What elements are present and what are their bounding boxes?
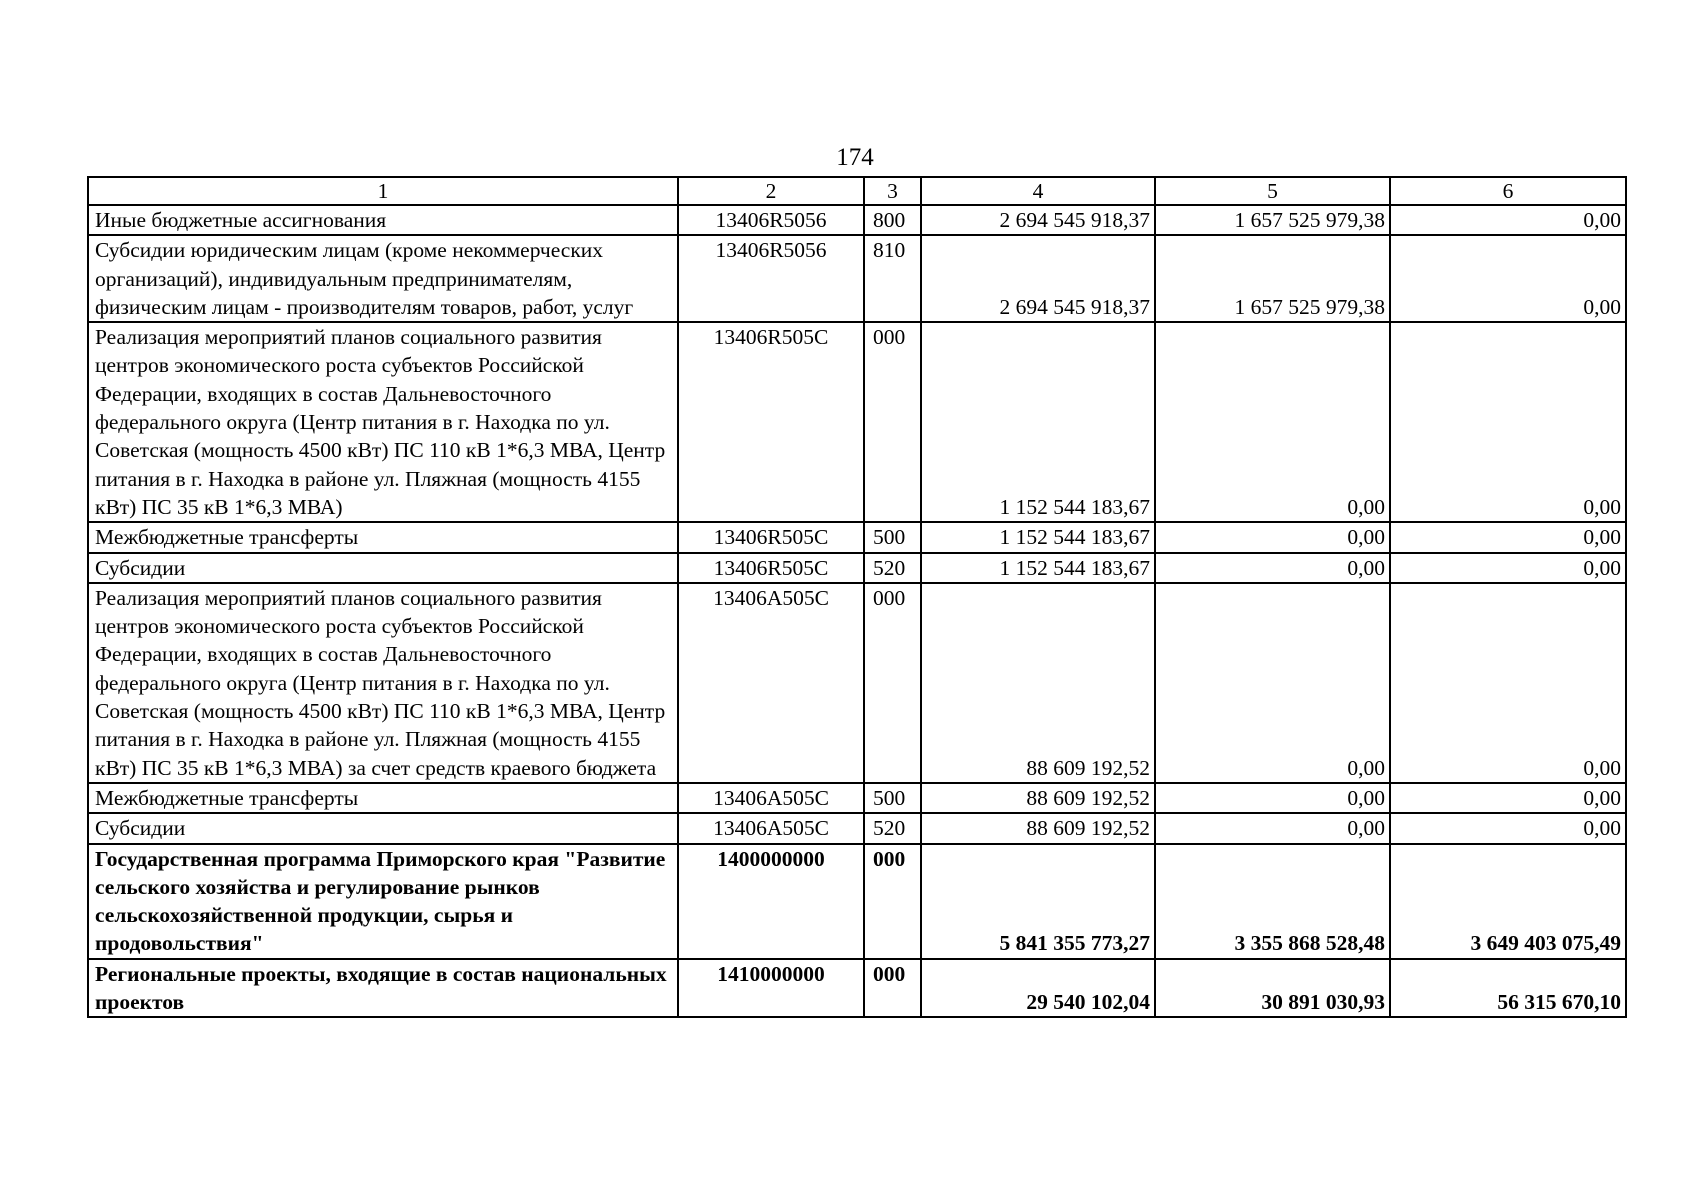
row-target-code: 13406R505C	[678, 322, 864, 522]
row-expense-type: 000	[864, 583, 921, 783]
table-row	[88, 205, 1626, 235]
row-amount-col4: 29 540 102,04	[921, 959, 1155, 1018]
row-amount-col4: 1 152 544 183,67	[921, 553, 1155, 583]
row-amount-col4: 88 609 192,52	[921, 783, 1155, 813]
row-amount-col6: 0,00	[1390, 813, 1626, 843]
row-name: Реализация мероприятий планов социального развития центров экономического роста субъектов Российской Федерации, входящих в состав Дальневосточного федерального округа (Центр питания в г. Находка по ул. Советская (мощность 4500 кВт) ПС 110 кВ 1*6,3 МВА, Центр питания в г. Находка в районе ул. Пляжная (мощность 4155 кВт) ПС 35 кВ 1*6,3 МВА)	[88, 322, 678, 522]
table-row-program	[88, 844, 1626, 959]
row-name: Иные бюджетные ассигнования	[88, 205, 678, 235]
row-target-code: 13406А505С	[678, 813, 864, 843]
column-header-4: 4	[921, 177, 1155, 205]
row-amount-col5: 0,00	[1155, 553, 1390, 583]
column-header-2: 2	[678, 177, 864, 205]
row-target-code: 13406R505C	[678, 522, 864, 552]
table-row-subprogram	[88, 959, 1626, 1018]
row-name: Государственная программа Приморского края "Развитие сельского хозяйства и регулирование рынков сельскохозяйственной продукции, сырья и продовольствия"	[88, 844, 678, 959]
column-header-6: 6	[1390, 177, 1626, 205]
row-target-code: 1410000000	[678, 959, 864, 1018]
row-expense-type: 800	[864, 205, 921, 235]
column-header-5: 5	[1155, 177, 1390, 205]
row-amount-col6: 0,00	[1390, 553, 1626, 583]
row-name: Межбюджетные трансферты	[88, 522, 678, 552]
row-amount-col4: 88 609 192,52	[921, 583, 1155, 783]
row-amount-col6: 0,00	[1390, 522, 1626, 552]
row-expense-type: 000	[864, 844, 921, 959]
row-amount-col6: 0,00	[1390, 783, 1626, 813]
table-row	[88, 322, 1626, 522]
row-expense-type: 520	[864, 813, 921, 843]
budget-table	[87, 176, 1627, 1018]
row-expense-type: 520	[864, 553, 921, 583]
table-header-row	[88, 177, 1626, 205]
row-expense-type: 500	[864, 522, 921, 552]
table-row	[88, 783, 1626, 813]
row-amount-col4: 5 841 355 773,27	[921, 844, 1155, 959]
row-amount-col4: 2 694 545 918,37	[921, 205, 1155, 235]
row-expense-type: 000	[864, 959, 921, 1018]
row-amount-col6: 0,00	[1390, 235, 1626, 322]
table-row	[88, 522, 1626, 552]
page-number: 174	[836, 144, 874, 171]
table-row	[88, 583, 1626, 783]
row-target-code: 13406R505C	[678, 553, 864, 583]
table-row	[88, 235, 1626, 322]
row-amount-col5: 30 891 030,93	[1155, 959, 1390, 1018]
row-amount-col6: 0,00	[1390, 205, 1626, 235]
row-amount-col6: 56 315 670,10	[1390, 959, 1626, 1018]
row-name: Субсидии	[88, 553, 678, 583]
row-amount-col5: 0,00	[1155, 813, 1390, 843]
row-amount-col6: 0,00	[1390, 583, 1626, 783]
row-target-code: 13406А505С	[678, 783, 864, 813]
row-target-code: 13406R5056	[678, 205, 864, 235]
row-amount-col5: 3 355 868 528,48	[1155, 844, 1390, 959]
row-expense-type: 500	[864, 783, 921, 813]
row-expense-type: 000	[864, 322, 921, 522]
column-header-1: 1	[88, 177, 678, 205]
row-amount-col5: 0,00	[1155, 522, 1390, 552]
row-amount-col4: 2 694 545 918,37	[921, 235, 1155, 322]
column-header-3: 3	[864, 177, 921, 205]
table-row	[88, 813, 1626, 843]
row-amount-col6: 3 649 403 075,49	[1390, 844, 1626, 959]
row-target-code: 13406А505С	[678, 583, 864, 783]
row-amount-col4: 1 152 544 183,67	[921, 522, 1155, 552]
row-amount-col5: 0,00	[1155, 783, 1390, 813]
row-name: Реализация мероприятий планов социального развития центров экономического роста субъектов Российской Федерации, входящих в состав Дальневосточного федерального округа (Центр питания в г. Находка по ул. Советская (мощность 4500 кВт) ПС 110 кВ 1*6,3 МВА, Центр питания в г. Находка в районе ул. Пляжная (мощность 4155 кВт) ПС 35 кВ 1*6,3 МВА) за счет средств краевого бюджета	[88, 583, 678, 783]
row-name: Региональные проекты, входящие в состав национальных проектов	[88, 959, 678, 1018]
row-expense-type: 810	[864, 235, 921, 322]
row-amount-col5: 1 657 525 979,38	[1155, 235, 1390, 322]
row-amount-col4: 1 152 544 183,67	[921, 322, 1155, 522]
row-target-code: 1400000000	[678, 844, 864, 959]
row-amount-col5: 0,00	[1155, 583, 1390, 783]
row-amount-col6: 0,00	[1390, 322, 1626, 522]
row-name: Субсидии	[88, 813, 678, 843]
table-row	[88, 553, 1626, 583]
row-amount-col5: 1 657 525 979,38	[1155, 205, 1390, 235]
row-target-code: 13406R5056	[678, 235, 864, 322]
row-amount-col4: 88 609 192,52	[921, 813, 1155, 843]
row-amount-col5: 0,00	[1155, 322, 1390, 522]
row-name: Межбюджетные трансферты	[88, 783, 678, 813]
row-name: Субсидии юридическим лицам (кроме некоммерческих организаций), индивидуальным предпринимателям, физическим лицам - производителям товаров, работ, услуг	[88, 235, 678, 322]
